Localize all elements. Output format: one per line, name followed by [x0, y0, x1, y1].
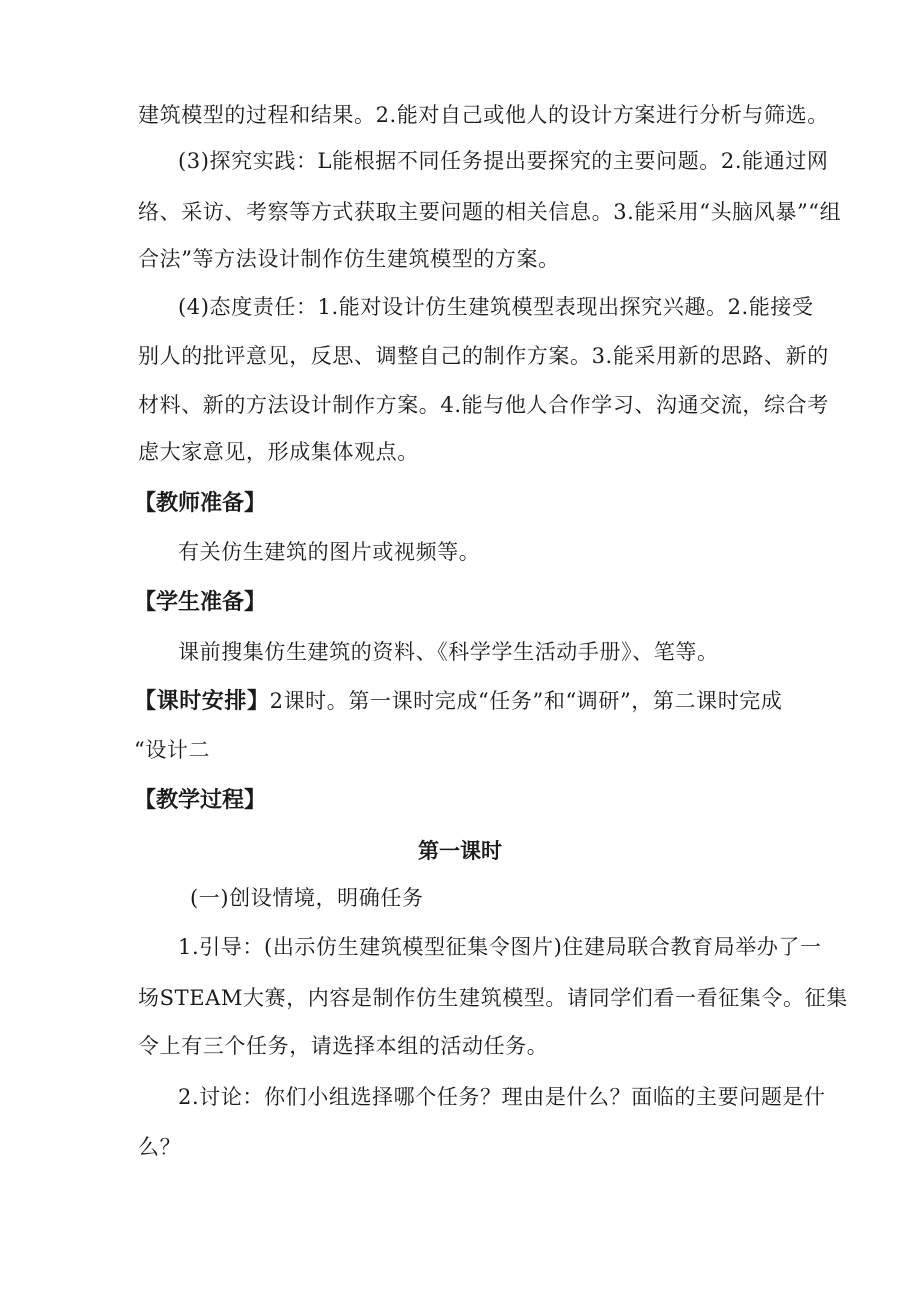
inquiry-practice-line: 合法”等方法设计制作仿生建筑模型的方案。 — [138, 247, 560, 271]
attitude-responsibility-line: 虑大家意见，形成集体观点。 — [138, 440, 419, 464]
schedule-continuation: “设计二 — [134, 738, 211, 762]
schedule-heading: 【课时安排】 — [134, 689, 270, 714]
paragraph-line: 1.引导：(出示仿生建筑模型征集令图片)住建局联合教育局举办了一 — [178, 935, 822, 959]
attitude-responsibility-line: 材料、新的方法设计制作方案。4.能与他人合作学习、沟通交流，综合考 — [138, 393, 829, 417]
teacher-prep-text: 有关仿生建筑的图片或视频等。 — [178, 540, 481, 564]
inquiry-practice-line: (3)探究实践：L能根据不同任务提出要探究的主要问题。2.能通过网 — [178, 149, 829, 173]
student-prep-heading: 【学生准备】 — [134, 590, 267, 615]
schedule-line — [134, 686, 783, 717]
objective-text-line: 建筑模型的过程和结果。2.能对自己或他人的设计方案进行分析与筛选。 — [138, 103, 829, 127]
process-heading: 【教学过程】 — [134, 788, 267, 813]
attitude-responsibility-line: (4)态度责任：1.能对设计仿生建筑模型表现出探究兴趣。2.能接受 — [178, 295, 814, 319]
paragraph-line: 2.讨论：你们小组选择哪个任务？理由是什么？面临的主要问题是什 — [178, 1085, 826, 1109]
lesson-title: 第一课时 — [418, 839, 502, 863]
student-prep-text: 课前搜集仿生建筑的资料、《科学学生活动手册》、笔等。 — [178, 640, 719, 664]
teacher-prep-heading: 【教师准备】 — [134, 491, 267, 516]
paragraph-line: 场STEAM大赛，内容是制作仿生建筑模型。请同学们看一看征集令。征集 — [138, 986, 848, 1010]
paragraph-line: 令上有三个任务，请选择本组的活动任务。 — [138, 1034, 549, 1058]
schedule-text: 2课时。第一课时完成“任务”和“调研”，第二课时完成 — [269, 689, 783, 713]
attitude-responsibility-line: 别人的批评意见，反思、调整自己的制作方案。3.能采用新的思路、新的 — [138, 344, 829, 368]
section-heading: (一)创设情境，明确任务 — [190, 886, 424, 910]
inquiry-practice-line: 络、采访、考察等方式获取主要问题的相关信息。3.能采用“头脑风暴”“组 — [138, 200, 842, 224]
paragraph-line: 么？ — [138, 1135, 182, 1159]
